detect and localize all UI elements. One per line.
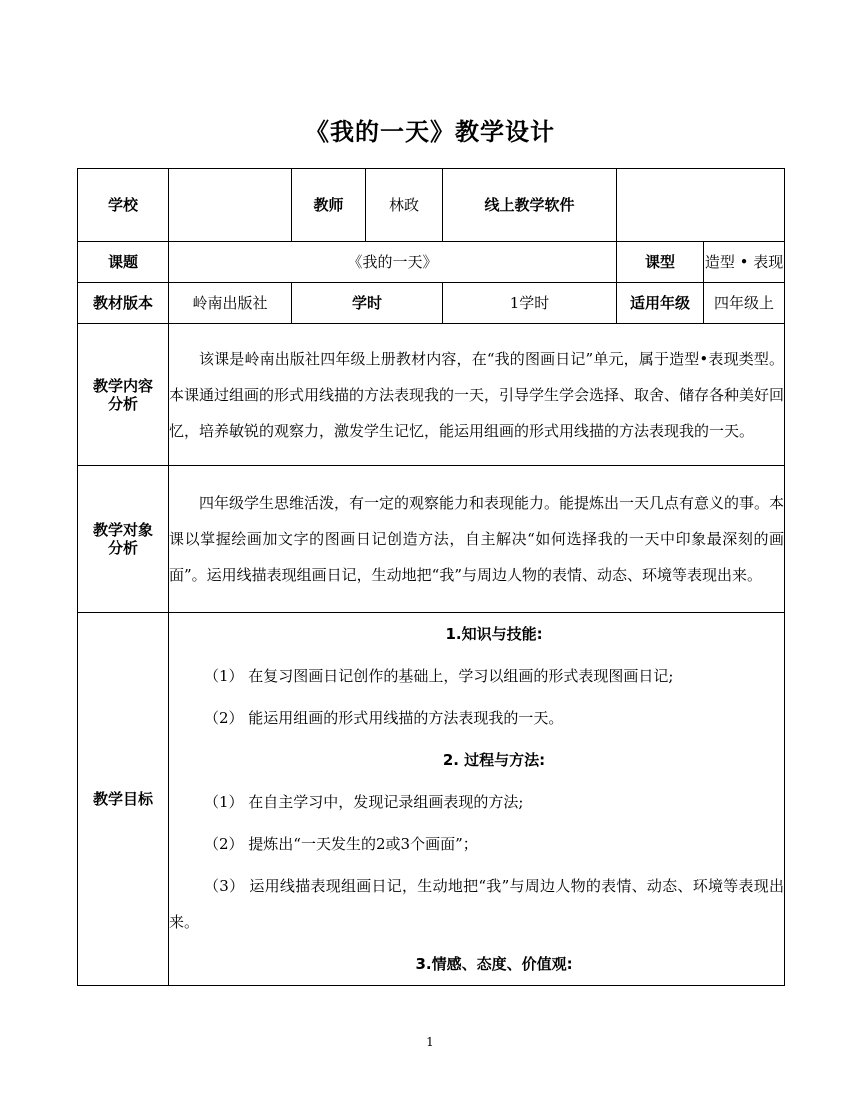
student-analysis-label — [78, 466, 169, 613]
objective-item: （1） 在自主学习中，发现记录组画表现的方法; — [204, 793, 524, 811]
objective-item: （1） 在复习图画日记创作的基础上，学习以组画的形式表现图画日记; — [204, 667, 674, 685]
objectives-cell — [169, 613, 785, 986]
row-topic — [78, 242, 785, 283]
student-analysis-text: 四年级学生思维活泼，有一定的观察能力和表现能力。能提炼出一天几点有意义的事。本课以掌握绘画加文字的图画日记创造方法，自主解决“如何选择我的一天中印象最深刻的画面”。运用线描表现组画日记，生动地把“我”与周边人物的表情、动态、环境等表现出来。 — [169, 494, 785, 584]
school-label: 学校 — [78, 169, 169, 242]
row-student-analysis — [78, 466, 785, 613]
edition-value: 岭南出版社 — [169, 283, 292, 324]
content-analysis-label-line2: 分析 — [107, 394, 138, 413]
teacher-label: 教师 — [292, 169, 366, 242]
topic-label: 课题 — [78, 242, 169, 283]
software-value — [617, 169, 785, 242]
row-objectives — [78, 613, 785, 986]
hours-value: 1学时 — [443, 283, 617, 324]
grade-value: 四年级上 — [704, 283, 785, 324]
topic-value: 《我的一天》 — [169, 242, 617, 283]
grade-label: 适用年级 — [617, 283, 704, 324]
page-title: 《我的一天》教学设计 — [305, 118, 555, 146]
edition-label: 教材版本 — [78, 283, 169, 324]
type-label: 课型 — [617, 242, 704, 283]
objective-heading-knowledge: 1.知识与技能: — [445, 625, 543, 643]
row-edition — [78, 283, 785, 324]
content-analysis-text: 该课是岭南出版社四年级上册教材内容，在“我的图画日记”单元，属于造型•表现类型。本课通过组画的形式用线描的方法表现我的一天，引导学生学会选择、取舍、储存各种美好回忆，培养敏锐的观察力，激发学生记忆，能运用组画的形式用线描的方法表现我的一天。 — [169, 349, 785, 440]
row-content-analysis — [78, 324, 785, 466]
student-analysis-label-line1: 教学对象 — [92, 521, 153, 539]
teacher-value: 林政 — [366, 169, 443, 242]
objective-heading-values: 3.情感、态度、价值观: — [415, 955, 573, 973]
student-analysis-cell — [169, 466, 785, 613]
type-value: 造型 • 表现 — [704, 242, 785, 283]
objectives-label: 教学目标 — [78, 613, 169, 986]
software-label: 线上教学软件 — [443, 169, 617, 242]
content-analysis-cell — [169, 324, 785, 466]
objective-heading-process: 2. 过程与方法: — [442, 751, 546, 769]
objective-item: （2） 能运用组画的形式用线描的方法表现我的一天。 — [204, 709, 564, 727]
hours-label: 学时 — [292, 283, 443, 324]
content-analysis-label-line1: 教学内容 — [92, 376, 153, 395]
school-value — [169, 169, 292, 242]
row-school — [78, 169, 785, 242]
objective-item: （3） 运用线描表现组画日记，生动地把“我”与周边人物的表情、动态、环境等表现出来。 — [169, 877, 785, 931]
content-analysis-label — [78, 324, 169, 466]
objective-item: （2） 提炼出“一天发生的2或3个画面”； — [204, 835, 478, 853]
lesson-plan-table — [77, 168, 785, 986]
page-number: 1 — [426, 1035, 434, 1049]
student-analysis-label-line2: 分析 — [107, 539, 138, 557]
